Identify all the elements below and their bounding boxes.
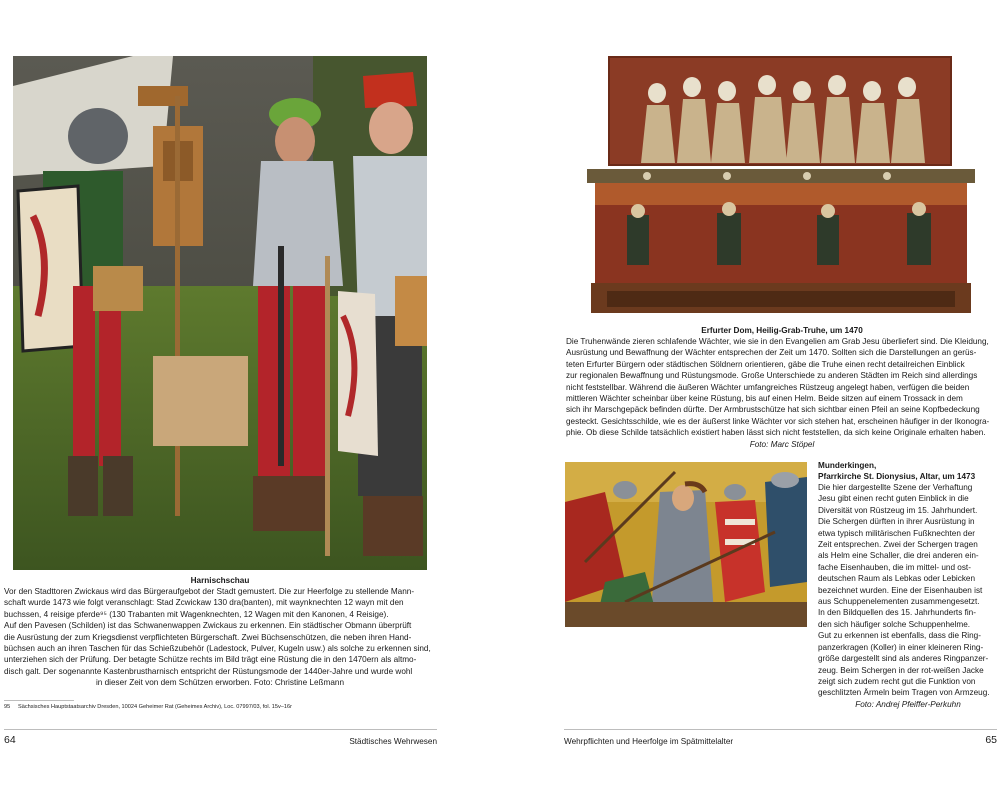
caption-line: bezeichnet wurden. Eine der Eisenhauben ist — [818, 585, 983, 595]
caption-line: geschlitzten Ärmeln beim Tragen von Armzeug. — [818, 688, 990, 698]
caption-line: nicht feststellbar. Während die äußeren Wächter umfangreiches Rüstzeug angelegt haben, verfügen die beiden — [566, 382, 970, 392]
caption-line: phie. Ob diese Schilde tatsächlich existiert haben lässt sich nicht feststellen, da sich keine Originale erhalten haben. — [566, 428, 986, 438]
footnote — [4, 703, 434, 711]
heilig-grab-truhe-photo — [587, 55, 975, 317]
caption-line: in dieser Zeit von dem Schützen erworben. Foto: Christine Leßmann — [95, 678, 345, 688]
caption-line: panzerkragen (Koller) in einer kleineren Ring- — [818, 642, 984, 652]
harnischschau-photo-art — [13, 56, 427, 570]
caption-line: unterziehen sich der Prüfung. Der betagte Schütze rechts im Bild trägt eine Rüstung die in den 1470ern als altmo- — [4, 655, 417, 665]
munderkingen-altar-art — [565, 462, 807, 627]
harnischschau-caption-title: Harnischschau — [190, 576, 250, 585]
caption-line: den sich häufiger solche Schuppenhelme. — [818, 619, 971, 629]
caption-line: zeigt sich zudem recht gut die Funktion von — [818, 676, 976, 686]
harnischschau-photo — [13, 56, 427, 570]
heilig-grab-truhe-art — [587, 55, 975, 317]
caption-line: Die Truhenwände zieren schlafende Wächter, wie sie in den Evangelien am Grab Jesu überliefert sind. Die Kleidung, — [566, 337, 989, 346]
footnote-rule — [4, 700, 74, 701]
caption-line: In den Bildquellen des 15. Jahrhunderts fin- — [818, 608, 976, 618]
altar-caption-text — [818, 482, 998, 710]
running-title-left: Städtisches Wehrwesen — [349, 737, 437, 746]
altar-photo-credit: Foto: Andrej Pfeiffer-Perkuhn — [855, 699, 961, 709]
caption-line: fache Eisenhauben, die im mittel- und ost- — [818, 562, 971, 572]
caption-line: disch galt. Der sogenannte Kastenbrustharnisch entspricht der Rüstungsmode der 1440er-Jahre und wurde wohl — [4, 666, 413, 676]
truhe-caption-title: Erfurter Dom, Heilig-Grab-Truhe, um 1470 — [701, 326, 863, 335]
caption-line: Diversität von Rüstzeug im 15. Jahrhundert. — [818, 505, 978, 515]
munderkingen-altar-photo — [565, 462, 807, 627]
footer-rule-right — [564, 729, 997, 730]
right-page — [500, 0, 1000, 800]
page-number-left: 64 — [4, 734, 16, 746]
truhe-caption — [566, 336, 998, 450]
caption-line: Auf den Pavesen (Schilden) ist das Schwanenwappen Zwickaus zu erkennen. Ein städtischer Obmann überprüft — [4, 621, 412, 631]
caption-line: Gut zu erkennen ist ebenfalls, dass die Ring- — [818, 631, 981, 641]
caption-line: etwa typisch militärischen Fußknechten der — [818, 528, 975, 538]
footer-rule-left — [4, 729, 437, 730]
footnote-text: Sächsisches Hauptstaatsarchiv Dresden, 10024 Geheimer Rat (Geheimes Archiv), Loc. 07997/03, fol. 15v–16r — [18, 704, 292, 710]
caption-line: deutschen Raum als Lebkas oder Lebicken — [818, 574, 976, 584]
altar-caption — [818, 460, 998, 710]
harnischschau-caption — [4, 586, 436, 689]
footnote-number: 95 — [4, 704, 11, 710]
caption-line: Vor den Stadttoren Zwickaus wird das Bürgeraufgebot der Stadt gemustert. Die zur Heerfolge zu stellende Mann- — [4, 587, 415, 596]
caption-line: Die hier dargestellte Szene der Verhaftung — [818, 483, 973, 492]
caption-line: mittleren Wächter scheinbar über keine Rüstung, bis auf einen Helm. Beide sitzen auf einem Trossack in dem — [566, 394, 963, 404]
caption-line: Jesu gibt einen recht guten Einblick in die — [818, 494, 969, 504]
caption-line: zeug. Beim Schergen in der rot-weißen Jacke — [818, 665, 984, 675]
caption-line: die Ausrüstung der zum Kriegsdienst verpflichteten Bürgerschaft. Zwei Büchsenschützen, die neben ihren Hand- — [4, 632, 412, 642]
running-title-right: Wehrpflichten und Heerfolge im Spätmittelalter — [564, 737, 734, 746]
altar-caption-title-2: Pfarrkirche St. Dionysius, Altar, um 1473 — [818, 472, 976, 481]
caption-line: größe dargestellt sind als anderes Ringpanzer- — [818, 654, 989, 664]
caption-line: Die Schergen dürften in ihrer Ausrüstung in — [818, 517, 975, 527]
altar-caption-title-1: Munderkingen, — [818, 461, 877, 470]
caption-line: zur regionalen Bewaffnung und Rüstungsmode. Große Unterschiede zu anderen Städten im Reich sind allerdings — [566, 371, 978, 381]
caption-line: aus Schuppenelementen zusammengesetzt. — [818, 597, 980, 607]
truhe-photo-credit: Foto: Marc Stöpel — [749, 439, 815, 449]
caption-line: schaft wurde 1473 wie folgt veranschlagt: Stad Zcwickaw 130 dra(banten), mit waynknechten 12 wayn mit den — [4, 598, 404, 608]
caption-line: teten Erfurter Bürgern oder städtischen Söldnern orientieren, gäbe die Truhe einen recht detailreichen Einblick — [566, 359, 965, 369]
caption-line: büchsen auch an ihren Taschen für das Schießzubehör (Ladestock, Pulver, Kugeln usw.) als solche zu erkennen sind, — [4, 644, 431, 654]
caption-line: Zeit entsprechen. Zwei der Schergen tragen — [818, 540, 978, 550]
caption-line: Ausrüstung und Bewaffnung der Wächter entsprechen der Zeit um 1470. Sollten sich die Darstellungen an gerüs- — [566, 348, 977, 358]
page-number-right: 65 — [985, 734, 997, 746]
caption-line: gesteckt. Gesichtsschilde, wie es der äußerst linke Wächter vor sich stehen hat, erscheinen häufiger in der Ikonogra- — [566, 416, 990, 426]
caption-line: buchssen, 4 reisige pferde⁹⁵ (130 Trabanten mit Wagenknechten, 12 Wagen mit den Kanonen, 4 Reisige). — [4, 609, 389, 619]
caption-line: sich ihr Marschgepäck befinden dürfte. Der Armbrustschütze hat sich sichtbar einen Pfeil an seine Kopfbedeckung — [566, 405, 980, 415]
caption-line: als Helm eine Schaller, die drei anderen ein- — [818, 551, 979, 561]
